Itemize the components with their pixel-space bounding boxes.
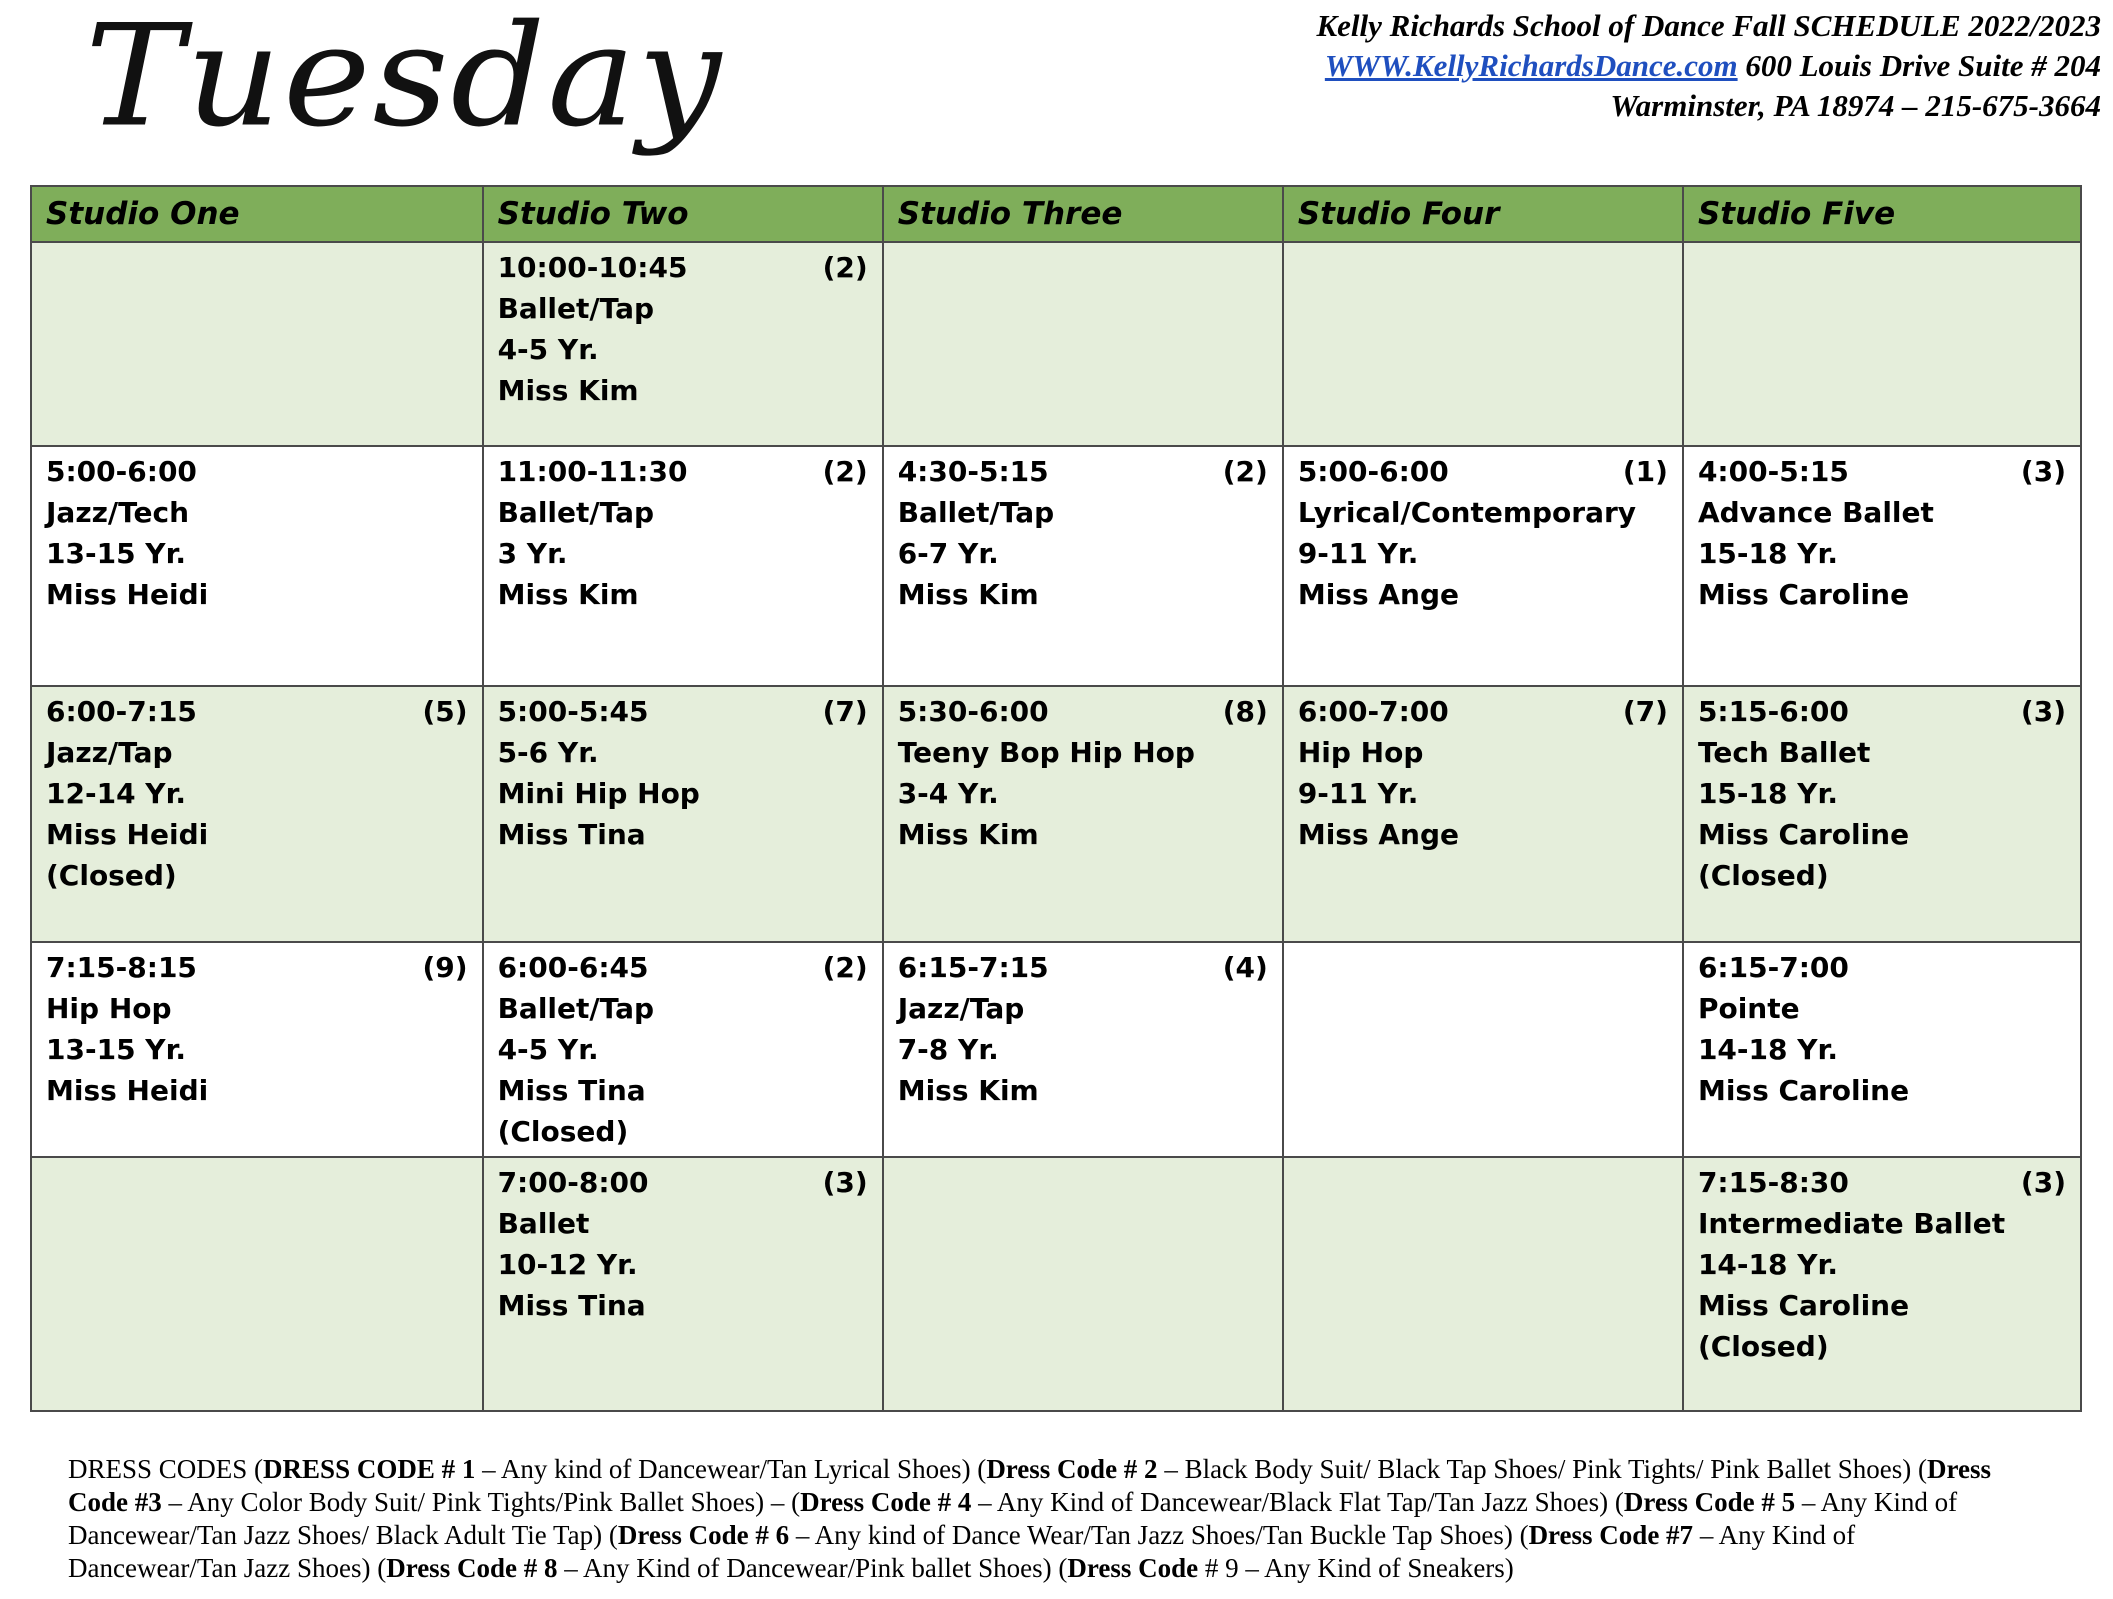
empty-slot [1283,1157,1683,1411]
dress-code-text: – Any kind of Dancewear/Tan Lyrical Shoes) ( [475,1454,987,1484]
dress-code-number: (8) [1222,695,1268,728]
class-detail: Miss Heidi [46,818,209,851]
class-detail: Miss Caroline [1697,818,1910,851]
empty-slot [31,1157,483,1411]
class-detail: Advance Ballet [1697,496,1934,529]
class-slot [1683,942,2081,1157]
class-slot [883,686,1283,942]
dress-code-number: (5) [422,695,468,728]
class-detail: Lyrical/Contemporary [1297,496,1637,529]
dress-code-text: – Any Kind of Dancewear/Pink ballet Shoes) ( [557,1553,1068,1583]
class-detail: Ballet/Tap [497,496,655,529]
class-detail: 3 Yr. [497,537,568,570]
dress-code-label: Dress Code # 2 [986,1454,1158,1484]
class-time: 5:30-6:00 [897,695,1049,728]
school-header [1316,6,2101,126]
class-time: 10:00-10:45 [497,251,688,284]
class-detail: Jazz/Tap [46,736,173,769]
dress-code-text: – Any Kind of Dancewear/Tan Jazz Shoes) ( [68,1520,1856,1583]
class-detail: 14-18 Yr. [1697,1248,1838,1281]
class-slot [483,686,883,942]
class-slot [31,942,483,1157]
class-time: 7:00-8:00 [497,1166,649,1199]
day-title: Tuesday [85,0,724,158]
class-detail: (Closed) [497,1115,629,1148]
dress-code-text: DRESS CODES ( [68,1454,264,1484]
studio-header: Studio One [31,186,483,242]
studio-header: Studio Two [483,186,883,242]
class-detail: 13-15 Yr. [46,537,187,570]
schedule-row [31,942,2081,1157]
empty-slot [1283,242,1683,446]
class-detail: Pointe [1697,992,1800,1025]
schedule-row [31,1157,2081,1411]
dress-code-label: Dress Code # 4 [800,1487,972,1517]
studio-header-row [31,186,2081,242]
dress-code-number: (2) [1222,455,1268,488]
class-detail: Jazz/Tech [46,496,190,529]
class-detail: 10-12 Yr. [497,1248,638,1281]
class-slot [483,942,883,1157]
class-detail: 13-15 Yr. [46,1033,187,1066]
dress-code-label: DRESS CODE # 1 [263,1454,476,1484]
class-detail: 15-18 Yr. [1697,777,1838,810]
dress-code-number: (7) [1622,695,1668,728]
empty-slot [883,242,1283,446]
class-detail: Ballet [497,1207,590,1240]
schedule-row [31,686,2081,942]
studio-header: Studio Three [883,186,1283,242]
dress-code-text: – Black Body Suit/ Black Tap Shoes/ Pink Tights/ Pink Ballet Shoes) ( [1157,1454,1927,1484]
studio-header: Studio Four [1283,186,1683,242]
class-detail: 9-11 Yr. [1297,777,1419,810]
class-time: 5:00-5:45 [497,695,649,728]
dress-code-number: (2) [822,251,868,284]
dress-code-label: Dress Code # 5 [1623,1487,1796,1517]
class-detail: Miss Kim [497,374,639,407]
class-time: 4:00-5:15 [1697,455,1849,488]
dress-code-label: Dress Code #7 [1528,1520,1694,1550]
dress-code-number: (1) [1622,455,1668,488]
class-slot [1683,686,2081,942]
city-phone: Warminster, PA 18974 – 215-675-3664 [1610,88,2101,123]
dress-code-number: (4) [1222,951,1268,984]
class-detail: Miss Heidi [46,1074,209,1107]
dress-code-number: (9) [422,951,468,984]
empty-slot [1283,942,1683,1157]
class-detail: 12-14 Yr. [46,777,187,810]
dress-code-label: Dress Code # 6 [617,1520,790,1550]
schedule-body [31,242,2081,1411]
class-detail: 3-4 Yr. [897,777,999,810]
class-detail: 6-7 Yr. [897,537,999,570]
class-detail: 14-18 Yr. [1697,1033,1838,1066]
class-detail: (Closed) [1697,1330,1829,1363]
class-time: 5:00-6:00 [46,455,197,488]
class-detail: Miss Heidi [46,578,209,611]
class-slot [483,446,883,686]
class-detail: Miss Kim [897,578,1039,611]
dress-code-label: Dress Code [1067,1553,1199,1583]
class-detail: 9-11 Yr. [1297,537,1419,570]
schedule-row [31,242,2081,446]
website-link[interactable]: WWW.KellyRichardsDance.com [1324,48,1738,83]
empty-slot [1683,242,2081,446]
class-time: 6:00-7:15 [46,695,197,728]
dress-code-text: – Any Kind of Dancewear/Black Flat Tap/Tan Jazz Shoes) ( [971,1487,1624,1517]
class-time: 7:15-8:30 [1697,1166,1849,1199]
schedule-table [30,185,2082,1412]
dress-code-number: (7) [822,695,868,728]
class-time: 6:15-7:00 [1697,951,1849,984]
class-slot [483,1157,883,1411]
class-time: 6:00-6:45 [497,951,649,984]
class-detail: Ballet/Tap [497,292,655,325]
class-time: 6:15-7:15 [897,951,1049,984]
class-slot [1283,446,1683,686]
schedule-row [31,446,2081,686]
class-detail: Teeny Bop Hip Hop [897,736,1195,769]
dress-code-text: # 9 – Any Kind of Sneakers) [1198,1553,1514,1583]
class-detail: Miss Tina [497,1074,646,1107]
class-detail: 5-6 Yr. [497,736,599,769]
dress-code-text: – Any kind of Dance Wear/Tan Jazz Shoes/Tan Buckle Tap Shoes) ( [789,1520,1529,1550]
class-slot [1283,686,1683,942]
class-detail: Miss Kim [897,1074,1039,1107]
class-slot [1683,446,2081,686]
empty-slot [883,1157,1283,1411]
dress-code-number: (3) [2020,455,2066,488]
dress-code-number: (3) [822,1166,868,1199]
class-slot [31,686,483,942]
studio-header: Studio Five [1683,186,2081,242]
class-slot [1683,1157,2081,1411]
address-line [1316,46,2101,86]
class-slot [483,242,883,446]
class-detail: Tech Ballet [1697,736,1871,769]
class-detail: 7-8 Yr. [897,1033,999,1066]
dress-code-label: Dress Code # 8 [386,1553,558,1583]
class-detail: (Closed) [1697,859,1829,892]
class-time: 7:15-8:15 [46,951,197,984]
class-detail: Miss Kim [497,578,639,611]
empty-slot [31,242,483,446]
dress-code-label: Dress Code #3 [68,1454,1991,1517]
class-detail: Jazz/Tap [897,992,1025,1025]
dress-code-number: (3) [2020,1166,2066,1199]
class-detail: Miss Kim [897,818,1039,851]
class-detail: Miss Tina [497,818,646,851]
class-time: 6:00-7:00 [1297,695,1449,728]
dress-code-number: (2) [822,455,868,488]
class-time: 11:00-11:30 [497,455,688,488]
class-detail: Miss Ange [1297,578,1460,611]
dress-code-number: (2) [822,951,868,984]
class-detail: Miss Tina [497,1289,646,1322]
class-detail: Ballet/Tap [497,992,655,1025]
dress-codes-note [68,1453,2028,1585]
class-detail: (Closed) [46,859,177,892]
class-detail: Miss Ange [1297,818,1460,851]
dress-code-number: (3) [2020,695,2066,728]
class-slot [31,446,483,686]
class-slot [883,446,1283,686]
class-detail: Miss Caroline [1697,578,1910,611]
class-detail: Hip Hop [1297,736,1424,769]
class-time: 5:15-6:00 [1697,695,1849,728]
class-detail: 15-18 Yr. [1697,537,1838,570]
street-address: 600 Louis Drive Suite # 204 [1737,48,2101,83]
class-detail: Mini Hip Hop [497,777,700,810]
dress-code-text: – Any Color Body Suit/ Pink Tights/Pink Ballet Shoes) – ( [161,1487,801,1517]
class-detail: Miss Caroline [1697,1289,1910,1322]
class-detail: Ballet/Tap [897,496,1055,529]
class-slot [883,942,1283,1157]
class-detail: 4-5 Yr. [497,333,599,366]
class-time: 4:30-5:15 [897,455,1049,488]
school-name: Kelly Richards School of Dance Fall SCHEDULE 2022/2023 [1316,8,2101,43]
class-detail: Hip Hop [46,992,172,1025]
class-detail: Intermediate Ballet [1697,1207,2006,1240]
class-detail: 4-5 Yr. [497,1033,599,1066]
class-time: 5:00-6:00 [1297,455,1449,488]
class-detail: Miss Caroline [1697,1074,1910,1107]
dress-code-text: – Any Kind of Dancewear/Tan Jazz Shoes/ Black Adult Tie Tap) ( [68,1487,1958,1550]
